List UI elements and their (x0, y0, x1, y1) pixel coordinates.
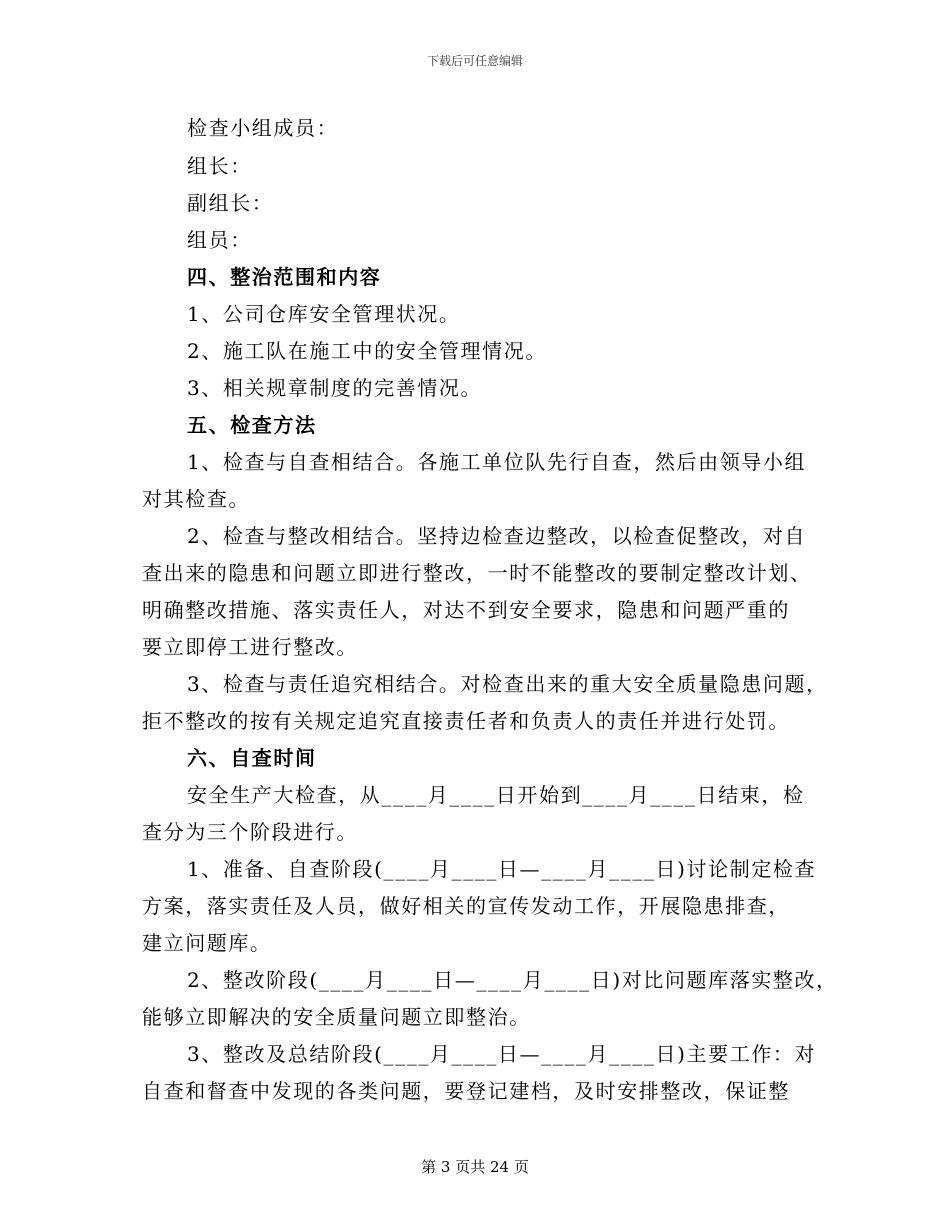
text-line: 1、公司仓库安全管理状况。 (187, 302, 461, 326)
text-line: 对其检查。 (142, 487, 250, 511)
text-line: 拒不整改的按有关规定追究直接责任者和负责人的责任并进行处罚。 (142, 709, 790, 733)
text-line: 查出来的隐患和问题立即进行整改，一时不能整改的要制定整改计划、 (142, 561, 812, 585)
text-line: 方案，落实责任及人员，做好相关的宣传发动工作，开展隐患排查， (142, 894, 790, 918)
text-line: 要立即停工进行整改。 (142, 635, 358, 659)
text-line: 检查小组成员： (187, 116, 339, 140)
text-line: 3、整改及总结阶段(____月____日—____月____日)主要工作：对 (187, 1042, 817, 1066)
section-heading: 六、自查时间 (187, 746, 317, 770)
text-line: 查分为三个阶段进行。 (142, 820, 358, 844)
text-line: 自查和督查中发现的各类问题，要登记建档，及时安排整改，保证整 (142, 1079, 790, 1103)
text-line: 组员： (187, 228, 252, 252)
text-line: 安全生产大检查，从____月____日开始到____月____日结束，检 (187, 783, 805, 807)
text-line: 1、检查与自查相结合。各施工单位队先行自查，然后由领导小组 (187, 450, 807, 474)
text-line: 能够立即解决的安全质量问题立即整治。 (142, 1005, 531, 1029)
page-header: 下载后可任意编辑 (426, 54, 523, 68)
text-line: 副组长： (187, 191, 274, 215)
section-heading: 四、整治范围和内容 (187, 265, 382, 289)
text-line: 组长： (187, 154, 252, 178)
text-line: 明确整改措施、落实责任人，对达不到安全要求，隐患和问题严重的 (142, 598, 790, 622)
text-line: 3、相关规章制度的完善情况。 (187, 376, 483, 400)
page-footer: 第 3 页共 24 页 (421, 1158, 529, 1176)
text-line: 1、准备、自查阶段(____月____日—____月____日)讨论制定检查 (187, 857, 817, 881)
text-line: 3、检查与责任追究相结合。对检查出来的重大安全质量隐患问题， (187, 672, 828, 696)
section-heading: 五、检查方法 (187, 413, 317, 437)
text-line: 建立问题库。 (142, 931, 272, 955)
text-line: 2、施工队在施工中的安全管理情况。 (187, 339, 547, 363)
text-line: 2、检查与整改相结合。坚持边检查边整改，以检查促整改，对自 (187, 524, 807, 548)
text-line: 2、整改阶段(____月____日—____月____日)对比问题库落实整改， (187, 968, 838, 992)
